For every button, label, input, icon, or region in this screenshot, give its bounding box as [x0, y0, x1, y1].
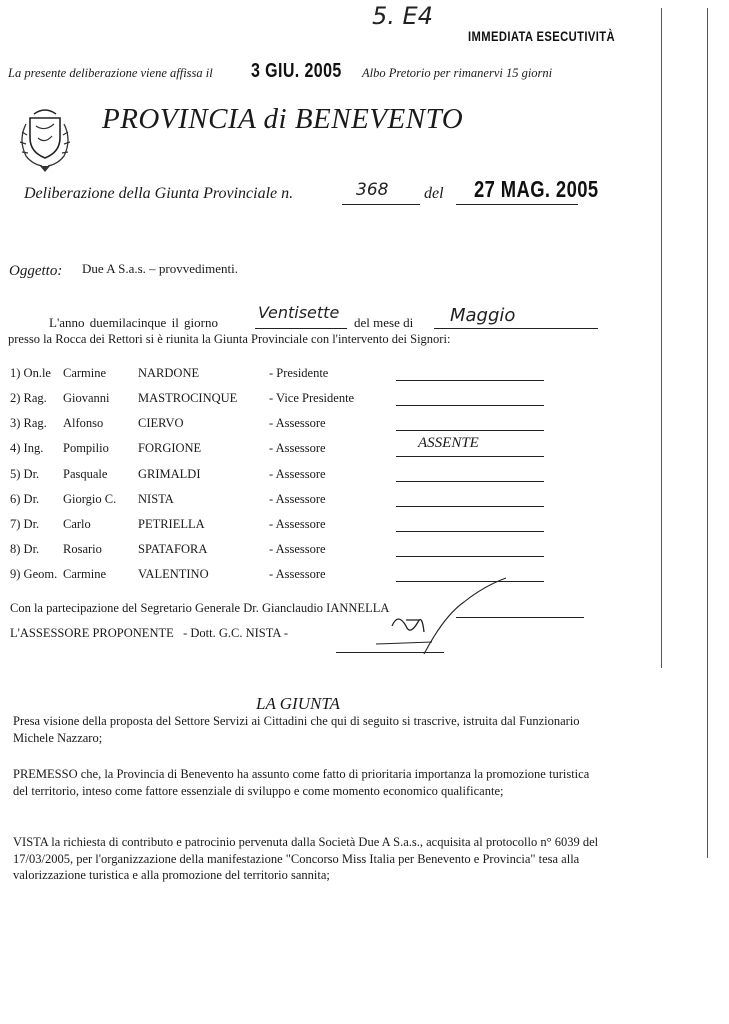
member-first-name: Pompilio [63, 441, 109, 455]
paragraph-presa-visione: Presa visione della proposta del Settore Servizi ai Cittadini che qui di seguito si trascrive, istruita dal Funzionario Michele Nazzaro; [13, 714, 580, 745]
member-role: - Presidente [269, 366, 329, 380]
member-number: 6) Dr. [10, 492, 40, 506]
member-number: 3) Rag. [10, 416, 47, 430]
secretary-line: Con la partecipazione del Segretario Generale Dr. Gianclaudio IANNELLA [10, 601, 390, 615]
member-first-name: Carlo [63, 517, 91, 531]
attendance-line [396, 405, 544, 406]
province-crest-icon [12, 104, 78, 176]
member-first-name: Rosario [63, 542, 102, 556]
member-number: 2) Rag. [10, 391, 47, 405]
subject-text: Due A S.a.s. – provvedimenti. [82, 261, 238, 276]
member-last-name: GRIMALDI [138, 467, 201, 481]
member-first-name: Giorgio C. [63, 492, 117, 506]
member-role: - Assessore [269, 542, 326, 556]
date-underline [456, 204, 578, 205]
deliberation-label: Deliberazione della Giunta Provinciale n. [24, 185, 294, 202]
margin-rule-left [661, 8, 662, 668]
member-first-name: Carmine [63, 366, 107, 380]
subject-label: Oggetto: [9, 263, 63, 279]
day-underline [255, 328, 347, 329]
handwritten-day: Ventisette [258, 303, 340, 322]
page-title: PROVINCIA di BENEVENTO [102, 103, 464, 135]
attendance-line [396, 481, 544, 482]
month-label: del mese di [354, 315, 414, 330]
attendance-line [396, 430, 544, 431]
attendance-line [396, 380, 544, 381]
posting-prefix: La presente deliberazione viene affissa il [8, 66, 213, 80]
member-last-name: PETRIELLA [138, 517, 205, 531]
attendance-line [396, 531, 544, 532]
member-first-name: Pasquale [63, 467, 108, 481]
proposer-line: L'ASSESSORE PROPONENTE - Dott. G.C. NISTA - [10, 626, 289, 640]
number-underline [342, 204, 420, 205]
member-last-name: NISTA [138, 492, 174, 506]
deliberation-date-stamp: 27 MAG. 2005 [474, 176, 599, 202]
intro-line-2: presso la Rocca dei Rettori si è riunita la Giunta Provinciale con l'intervento dei Signori: [8, 332, 451, 346]
member-role: - Assessore [269, 492, 326, 506]
posting-suffix: Albo Pretorio per rimanervi 15 giorni [362, 66, 553, 80]
member-role: - Assessore [269, 517, 326, 531]
member-number: 9) Geom. [10, 567, 58, 581]
member-first-name: Carmine [63, 567, 107, 581]
month-underline [434, 328, 598, 329]
member-note: ASSENTE [418, 435, 479, 451]
signature-mark [372, 576, 512, 656]
member-first-name: Alfonso [63, 416, 104, 430]
margin-rule-right [707, 8, 708, 858]
giunta-heading: LA GIUNTA [256, 694, 340, 713]
member-role: - Assessore [269, 441, 326, 455]
handwritten-reference: 5. E4 [372, 2, 433, 30]
member-number: 7) Dr. [10, 517, 40, 531]
member-last-name: MASTROCINQUE [138, 391, 238, 405]
posting-date-stamp: 3 GIU. 2005 [251, 60, 342, 82]
member-last-name: NARDONE [138, 366, 200, 380]
handwritten-month: Maggio [450, 305, 516, 326]
member-last-name: VALENTINO [138, 567, 209, 581]
intro-line-1: L'anno duemilacinque il giorno [49, 315, 218, 330]
immediate-execution-stamp: IMMEDIATA ESECUTIVITÀ [468, 28, 615, 44]
attendance-line [396, 456, 544, 457]
deliberation-del-label: del [424, 185, 444, 202]
paragraph-vista: VISTA la richiesta di contributo e patrocinio pervenuta dalla Società Due A S.a.s., acquisita al protocollo n° 6039 del 17/03/2005, per l'organizzazione della manifestazione "Concorso Miss Italia per Benevento e Provincia" tesa alla valorizzazione turistica e alla promozione del territorio sannita; [13, 835, 599, 882]
member-number: 8) Dr. [10, 542, 40, 556]
member-role: - Assessore [269, 467, 326, 481]
paragraph-premesso: PREMESSO che, la Provincia di Benevento ha assunto come fatto di prioritaria importanza la promozione turistica del territorio, inteso come fattore essenziale di sviluppo e come momento economico qualificante; [13, 767, 590, 798]
member-first-name: Giovanni [63, 391, 110, 405]
member-row [10, 435, 550, 457]
member-last-name: SPATAFORA [138, 542, 208, 556]
member-role: - Vice Presidente [269, 391, 355, 405]
member-last-name: FORGIONE [138, 441, 202, 455]
member-number: 5) Dr. [10, 467, 40, 481]
member-role: - Assessore [269, 416, 326, 430]
attendance-line [396, 506, 544, 507]
member-role: - Assessore [269, 567, 326, 581]
attendance-line [396, 556, 544, 557]
member-number: 1) On.le [10, 366, 51, 380]
member-last-name: CIERVO [138, 416, 184, 430]
deliberation-number: 368 [356, 180, 389, 200]
member-number: 4) Ing. [10, 441, 44, 455]
